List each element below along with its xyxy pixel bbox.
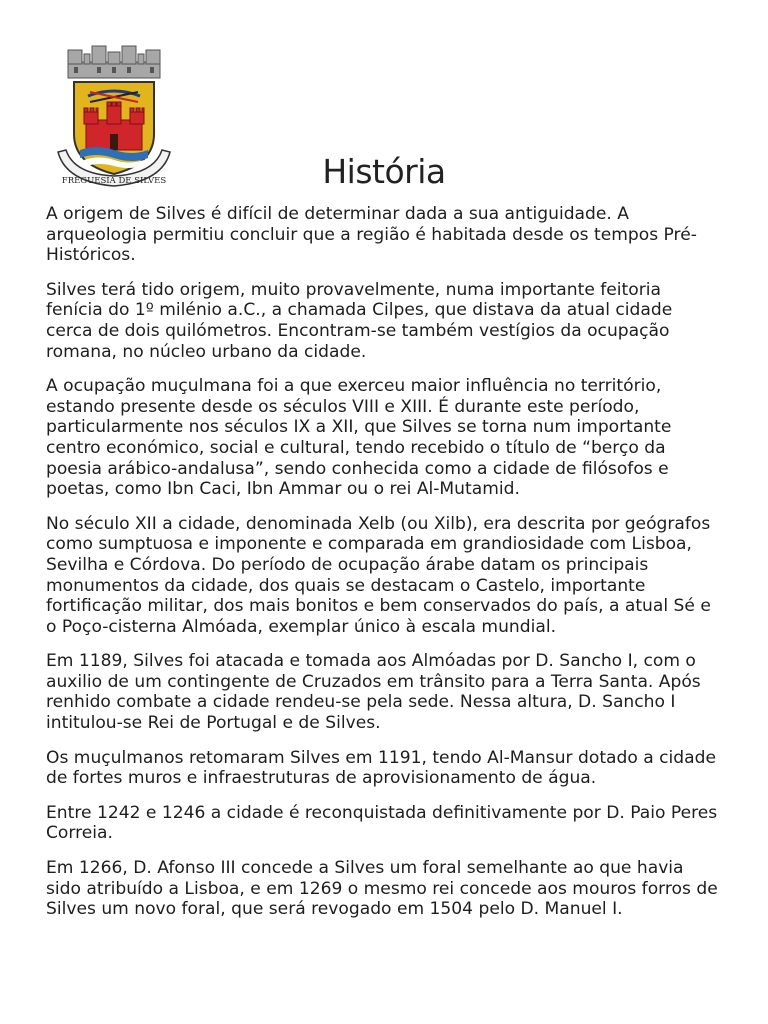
paragraph: Em 1189, Silves foi atacada e tomada aos Almóadas por D. Sancho I, com o auxilio de um contingente de Cruzados em trânsito para a Terra Santa. Após renhido combate a cidade rendeu-se pela sede. Nessa altura, D. Sancho I intitulou-se Rei de Portugal e de Silves. <box>46 651 701 734</box>
paragraph: A ocupação muçulmana foi a que exerceu maior influência no território, estando presente desde os séculos VIII e XIII. É durante este período, particularmente nos séculos IX a XII, que Silves se torna num importante centro económico, social e cultural, tendo recebido o título de “berço da poesia arábico-andalusa”, sendo conhecida como a cidade de filósofos e poetas, como Ibn Caci, Ibn Ammar ou o rei Al-Mutamid. <box>46 376 672 500</box>
page-title: História <box>322 152 446 191</box>
crest-motto: FREGUESIA DE SILVES <box>61 176 167 186</box>
paragraph: No século XII a cidade, denominada Xelb (ou Xilb), era descrita por geógrafos como sumptuosa e imponente e comparada em grandiosidade com Lisboa, Sevilha e Córdova. Do período de ocupação árabe datam os principais monumentos da cidade, dos quais se destacam o Castelo, importante fortificação militar, dos mais bonitos e bem conservados do país, a atual Sé e o Poço-cisterna Almóada, exemplar único à escala mundial. <box>46 513 711 637</box>
article-body <box>46 204 722 934</box>
paragraph: Entre 1242 e 1246 a cidade é reconquistada definitivamente por D. Paio Peres Correia. <box>46 802 718 844</box>
paragraph: A origem de Silves é difícil de determinar dada a sua antiguidade. A arqueologia permitiu concluir que a região é habitada desde os tempos Pré-Históricos. <box>46 204 697 266</box>
paragraph: Silves terá tido origem, muito provavelmente, numa importante feitoria fenícia do 1º milénio a.C., a chamada Cilpes, que distava da atual cidade cerca de dois quilómetros. Encontram-se também vestígios da ocupação romana, no núcleo urbano da cidade. <box>46 279 673 362</box>
paragraph: Em 1266, D. Afonso III concede a Silves um foral semelhante ao que havia sido atribuído a Lisboa, e em 1269 o mesmo rei concede aos mouros forros de Silves um novo foral, que será revogado em 1504 pelo D. Manuel I. <box>46 858 718 920</box>
paragraph: Os muçulmanos retomaram Silves em 1191, tendo Al-Mansur dotado a cidade de fortes muros e infraestruturas de aprovisionamento de água. <box>46 747 716 789</box>
